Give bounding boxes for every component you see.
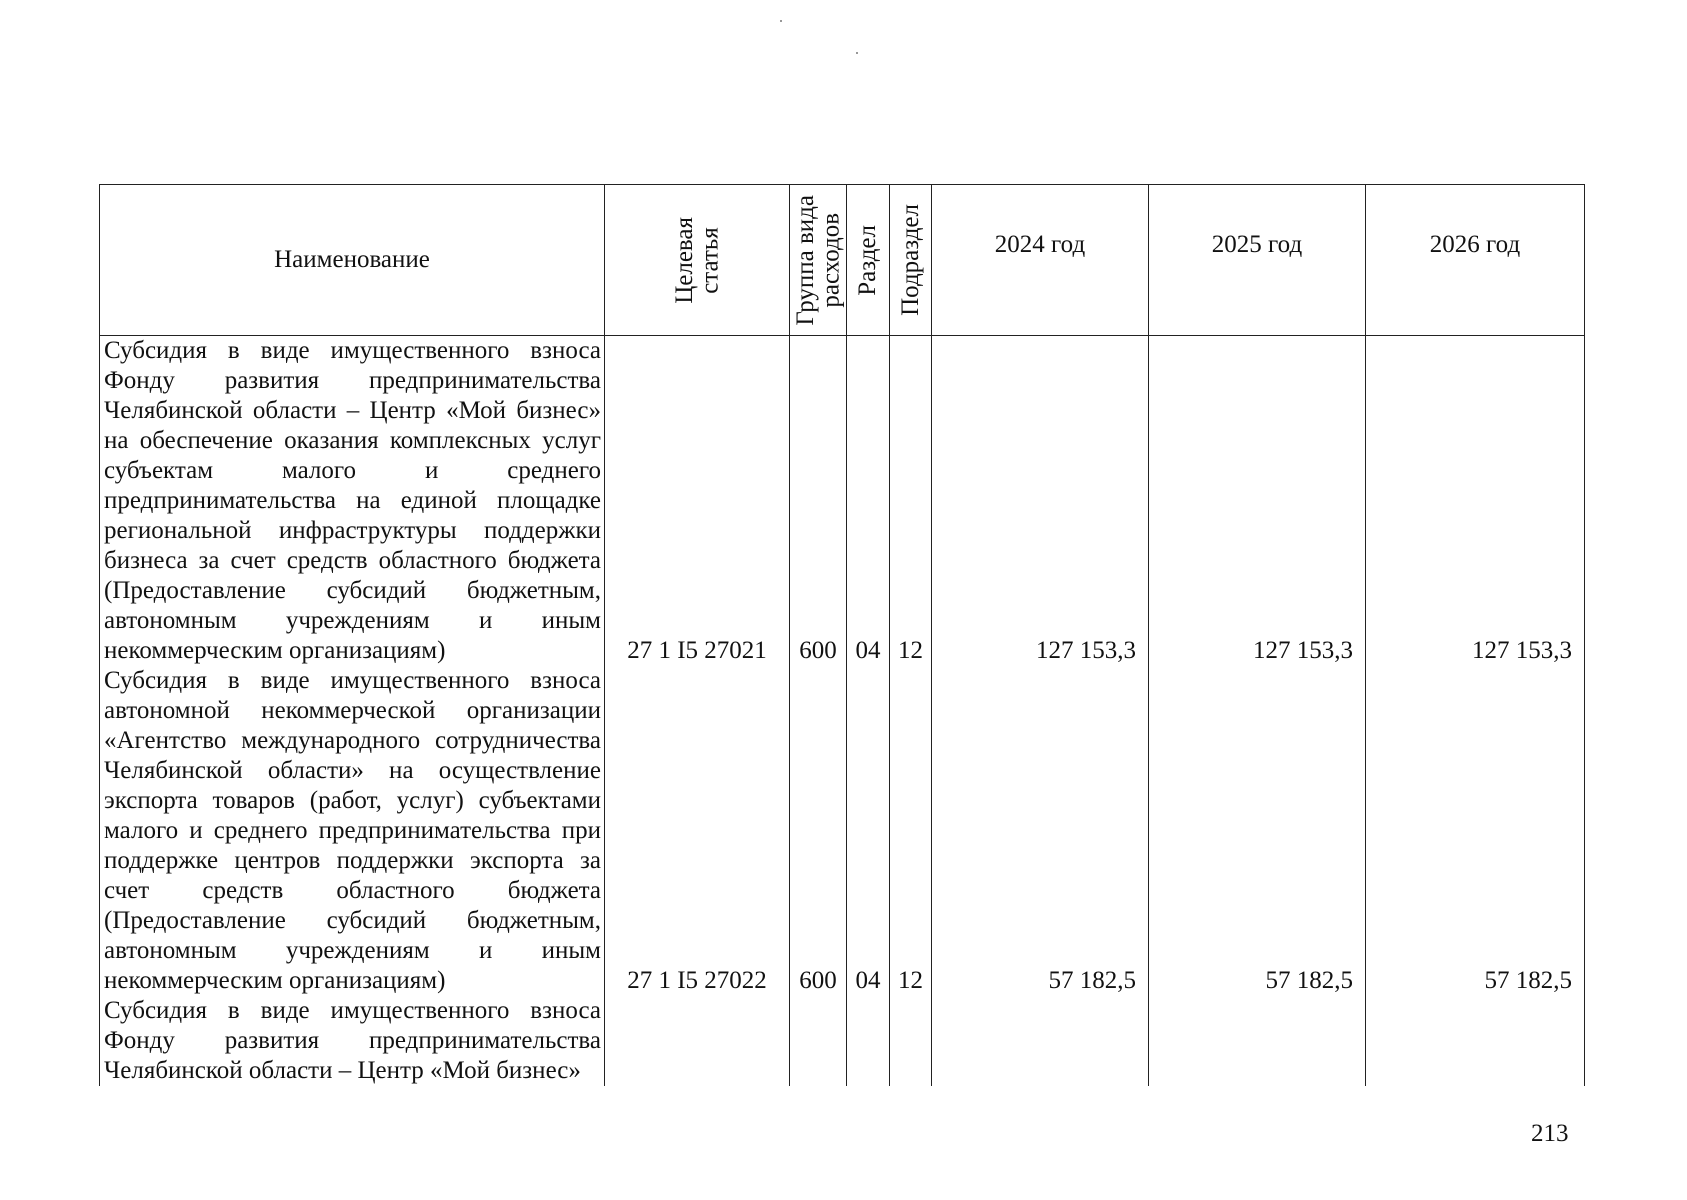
row-amount-2026 <box>1366 996 1585 1086</box>
row-amount-2024: 57 182,5 <box>932 666 1149 996</box>
header-target-article-text: Целевая статья <box>670 216 723 304</box>
row-name: Субсидия в виде имущественного взноса автономной некоммерческой организации «Агентство международного сотрудничества Челябинской области» на осуществление экспорта товаров (работ, услуг) субъектами малого и среднего предпринимательства при поддержке центров поддержки экспорта за счет средств областного бюджета (Предоставление субсидий бюджетным, автономным учреждениям и иным некоммерческим организациям) <box>100 666 605 996</box>
row-target-article: 27 1 I5 27022 <box>605 666 790 996</box>
header-2024 <box>932 185 1149 336</box>
header-subsection-text: Подраздел <box>896 204 924 316</box>
header-name: Наименование <box>100 185 605 336</box>
header-subsection <box>890 185 932 336</box>
header-2025-text: 2025 год <box>1211 231 1303 258</box>
table-row <box>100 666 1585 996</box>
row-target-article <box>605 996 790 1086</box>
row-name: Субсидия в виде имущественного взноса Фонду развития предпринимательства Челябинской области – Центр «Мой бизнес» на обеспечение оказания комплексных услуг субъектам малого и среднего предпринимательства на единой площадке региональной инфраструктуры поддержки бизнеса за счет средств областного бюджета (Предоставление субсидий бюджетным, автономным учреждениям и иным некоммерческим организациям) <box>100 336 605 667</box>
header-expense-group <box>790 185 847 336</box>
row-amount-2025: 127 153,3 <box>1149 336 1366 667</box>
row-amount-2026: 127 153,3 <box>1366 336 1585 667</box>
page-number: 213 <box>1531 1120 1569 1147</box>
row-expense-group <box>790 996 847 1086</box>
row-amount-2024 <box>932 996 1149 1086</box>
header-2026-text: 2026 год <box>1429 231 1521 258</box>
table-row <box>100 996 1585 1086</box>
row-subsection <box>890 996 932 1086</box>
header-expense-group-text: Группа вида расходов <box>791 194 844 326</box>
row-amount-2026: 57 182,5 <box>1366 666 1585 996</box>
row-amount-2024: 127 153,3 <box>932 336 1149 667</box>
row-expense-group: 600 <box>790 666 847 996</box>
budget-table <box>99 184 1585 1086</box>
scan-speck <box>856 52 858 54</box>
header-2026 <box>1366 185 1585 336</box>
header-2024-text: 2024 год <box>994 231 1086 258</box>
header-target-article <box>605 185 790 336</box>
scan-speck <box>780 20 782 22</box>
table-header-row <box>100 185 1585 336</box>
header-section <box>847 185 890 336</box>
row-subsection: 12 <box>890 666 932 996</box>
table-row <box>100 336 1585 667</box>
row-section: 04 <box>847 336 890 667</box>
header-2025 <box>1149 185 1366 336</box>
row-amount-2025 <box>1149 996 1366 1086</box>
row-section <box>847 996 890 1086</box>
header-section-text: Раздел <box>854 224 882 296</box>
row-name: Субсидия в виде имущественного взноса Фонду развития предпринимательства Челябинской области – Центр «Мой бизнес» <box>100 996 605 1086</box>
row-amount-2025: 57 182,5 <box>1149 666 1366 996</box>
row-expense-group: 600 <box>790 336 847 667</box>
row-subsection: 12 <box>890 336 932 667</box>
row-target-article: 27 1 I5 27021 <box>605 336 790 667</box>
row-section: 04 <box>847 666 890 996</box>
